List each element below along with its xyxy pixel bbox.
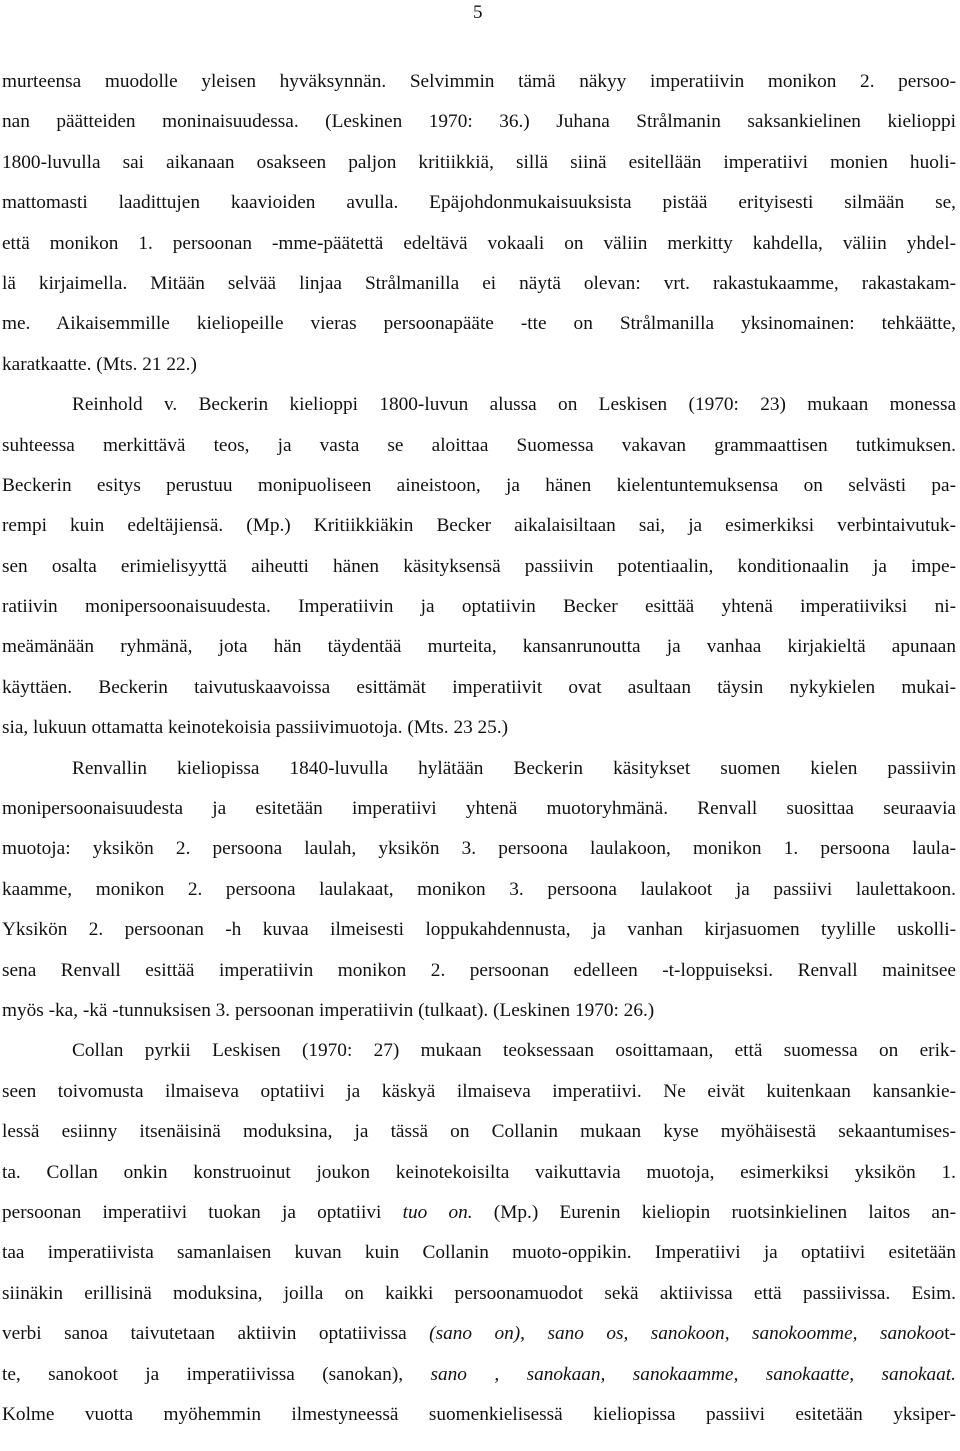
text-line	[2, 1112, 956, 1152]
text-segment: 1800-luvulla sai aikanaan osakseen paljon kritiikkiä, sillä siinä esitellään imperatiivi monien huoli-	[2, 151, 956, 173]
text-line	[2, 466, 956, 506]
text-line	[2, 1153, 956, 1193]
text-segment: Collan pyrkii Leskisen (1970: 27) mukaan teoksessaan osoittamaan, että suomessa on erik-	[72, 1040, 956, 1062]
body-text	[2, 62, 956, 1435]
text-line	[2, 224, 956, 264]
text-segment: seen toivomusta ilmaiseva optatiivi ja käskyä ilmaiseva imperatiivi. Ne eivät kuitenkaan kansankie-	[2, 1080, 956, 1102]
text-line	[2, 668, 956, 708]
text-line	[2, 951, 956, 991]
text-segment: murteensa muodolle yleisen hyväksynnän. Selvimmin tämä näkyy imperatiivin monikon 2. persoo-	[2, 71, 956, 92]
italic-text: (sano on), sano os, sanokoon, sanokoomme, sanokoo	[429, 1323, 945, 1345]
text-line	[2, 910, 956, 950]
text-line	[2, 1274, 956, 1314]
text-line	[2, 385, 956, 425]
text-segment: nan päätteiden moninaisuudessa. (Leskinen 1970: 36.) Juhana Strålmanin saksankielinen kielioppi	[2, 111, 956, 133]
text-line	[2, 627, 956, 667]
text-segment: myös -ka, -kä -tunnuksisen 3. persoonan imperatiivin (tulkaat). (Leskinen 1970: 26.)	[2, 999, 655, 1021]
text-line	[2, 1072, 956, 1112]
italic-text: sano , sanokaan, sanokaamme, sanokaatte, sanokaat.	[430, 1363, 956, 1385]
text-segment: karatkaatte. (Mts. 21 22.)	[2, 353, 197, 375]
text-segment: lessä esiinny itsenäisinä moduksina, ja tässä on Collanin mukaan kyse myöhäisestä sekaantumises-	[2, 1121, 956, 1143]
text-segment: käyttäen. Beckerin taivutuskaavoissa esittämät imperatiivit ovat asultaan täysin nykykielen mukai-	[2, 676, 956, 698]
text-segment: monipersoonaisuudesta ja esitetään imperatiivi yhtenä muotoryhmänä. Renvall suosittaa seuraavia	[2, 798, 956, 820]
text-segment: että monikon 1. persoonan -mme-päätettä edeltävä vokaali on väliin merkitty kahdella, väliin yhdel-	[2, 232, 956, 254]
text-line	[2, 1193, 956, 1233]
text-segment: Kolme vuotta myöhemmin ilmestyneessä suomenkielisessä kieliopissa passiivi esitetään yksiper-	[2, 1403, 956, 1425]
text-segment: sen osalta erimielisyyttä aiheutti hänen käsityksensä passiivin potentiaalin, konditionaalin ja impe-	[2, 555, 956, 577]
text-segment: rempi kuin edeltäjiensä. (Mp.) Kritiikkiäkin Becker aikalaisiltaan sai, ja esimerkiksi verbintaivutuk-	[2, 515, 956, 537]
text-segment: taa imperatiivista samanlaisen kuvan kuin Collanin muoto-oppikin. Imperatiivi ja optatiivi esitetään	[2, 1242, 956, 1264]
text-line	[2, 1031, 956, 1071]
text-line	[2, 789, 956, 829]
text-segment: me. Aikaisemmille kieliopeille vieras persoonapääte -tte on Strålmanilla yksinomainen: tehkäätte,	[2, 313, 956, 335]
text-line	[2, 264, 956, 304]
text-line	[2, 991, 956, 1031]
text-segment: verbi sanoa taivutetaan aktiivin optatiivissa	[2, 1323, 430, 1345]
text-segment: te, sanokoot ja imperatiivissa (sanokan),	[2, 1363, 431, 1385]
text-line	[2, 102, 956, 142]
text-segment: ratiivin monipersoonaisuudesta. Imperatiivin ja optatiivin Becker esittää yhtenä imperatiiviksi ni-	[2, 596, 956, 618]
text-segment: suhteessa merkittävä teos, ja vasta se aloittaa Suomessa vakavan grammaattisen tutkimuksen.	[2, 434, 956, 456]
text-segment: Renvallin kieliopissa 1840-luvulla hylätään Beckerin käsitykset suomen kielen passiivin	[72, 757, 956, 779]
text-segment: sia, lukuun ottamatta keinotekoisia passiivimuotoja. (Mts. 23 25.)	[2, 717, 509, 739]
text-line	[2, 870, 956, 910]
text-line	[2, 62, 956, 102]
text-segment: kaamme, monikon 2. persoona laulakaat, monikon 3. persoona laulakoot ja passiivi laulettakoon.	[2, 878, 956, 900]
text-line	[2, 183, 956, 223]
text-segment: mattomasti laadittujen kaavioiden avulla. Epäjohdonmukaisuuksista pistää erityisesti silmään se,	[2, 192, 956, 214]
text-segment: Yksikön 2. persoonan -h kuvaa ilmeisesti loppukahdennusta, ja vanhan kirjasuomen tyylille uskolli-	[2, 919, 956, 941]
text-segment: persoonan imperatiivi tuokan ja optatiivi	[2, 1201, 403, 1223]
text-line	[2, 506, 956, 546]
text-line	[2, 1355, 956, 1395]
text-segment: ta. Collan onkin konstruoinut joukon keinotekoisilta vaikuttavia muotoja, esimerkiksi yksikön 1.	[2, 1161, 956, 1183]
text-line	[2, 1233, 956, 1273]
text-line	[2, 1395, 956, 1435]
text-line	[2, 708, 956, 748]
text-segment: Beckerin esitys perustuu monipuoliseen aineistoon, ja hänen kielentuntemuksensa on selvästi pa-	[2, 474, 956, 496]
text-segment: sena Renvall esittää imperatiivin monikon 2. persoonan edelleen -t-loppuiseksi. Renvall mainitsee	[2, 959, 956, 981]
italic-text: tuo on.	[402, 1201, 473, 1223]
text-segment: (Mp.) Eurenin kieliopin ruotsinkielinen laitos an-	[472, 1201, 956, 1223]
text-line	[2, 547, 956, 587]
text-segment: muotoja: yksikön 2. persoona laulah, yksikön 3. persoona laulakoon, monikon 1. persoona laula-	[2, 838, 956, 860]
text-line	[2, 829, 956, 869]
text-line	[2, 304, 956, 344]
text-line	[2, 587, 956, 627]
text-segment: lä kirjaimella. Mitään selvää linjaa Strålmanilla ei näytä olevan: vrt. rakastukaamme, rakastakam-	[2, 272, 956, 294]
text-line	[2, 426, 956, 466]
text-segment: meämänään ryhmänä, jota hän täydentää murteita, kansanrunoutta ja vanhaa kirjakieltä apunaan	[2, 636, 956, 658]
page-number: 5	[473, 2, 483, 23]
text-line	[2, 345, 956, 385]
text-line	[2, 1314, 956, 1354]
text-line	[2, 143, 956, 183]
text-segment: Reinhold v. Beckerin kielioppi 1800-luvun alussa on Leskisen (1970: 23) mukaan monessa	[72, 394, 956, 416]
text-line	[2, 749, 956, 789]
text-segment: t-	[944, 1323, 956, 1345]
text-segment: siinäkin erillisinä moduksina, joilla on kaikki persoonamuodot sekä aktiivissa että passiivissa. Esim.	[2, 1282, 956, 1304]
